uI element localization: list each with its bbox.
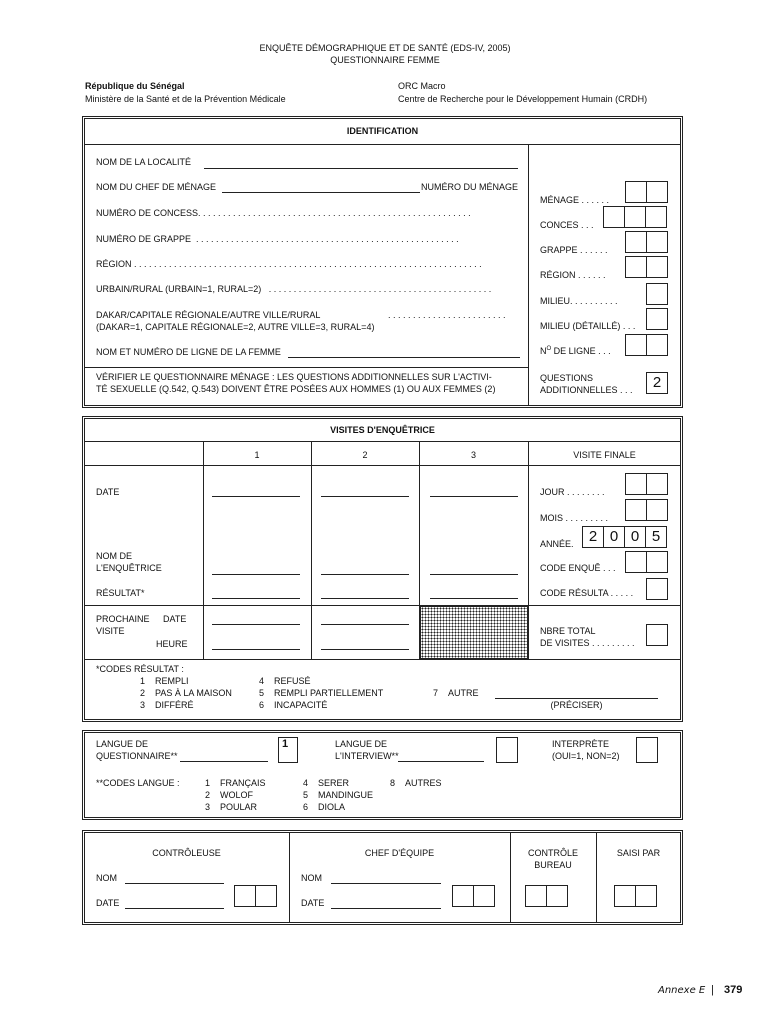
- language-code-1: 1 FRANÇAIS: [205, 778, 266, 788]
- control-section: [82, 830, 683, 925]
- questionnaire-language-label-2: QUESTIONNAIRE**: [96, 751, 178, 761]
- bureau-header-1: CONTRÔLE: [527, 848, 578, 858]
- questionnaire-language-field[interactable]: [180, 761, 268, 762]
- visit2-next-date-field[interactable]: [321, 624, 409, 625]
- interviewer-label-1: NOM DE: [96, 551, 132, 561]
- year-label: ANNÉE.: [540, 539, 574, 549]
- interview-language-label-1: LANGUE DE: [335, 739, 388, 749]
- woman-name-field[interactable]: [288, 357, 520, 358]
- locality-field[interactable]: [204, 168, 518, 169]
- visit-col-1: 1: [254, 450, 260, 460]
- result-code-5: 5 REMPLI PARTIELLEMENT: [259, 688, 384, 698]
- line-number-boxes[interactable]: [625, 334, 668, 356]
- chef-code-boxes[interactable]: [452, 885, 495, 907]
- questions-label-2: ADDITIONNELLES . . .: [540, 385, 633, 395]
- visit1-next-time-field[interactable]: [212, 649, 300, 650]
- milieu-detail-box[interactable]: [646, 308, 668, 330]
- visit1-date-field[interactable]: [212, 496, 300, 497]
- visit1-result-field[interactable]: [212, 598, 300, 599]
- result-code-7: 7 AUTRE: [433, 688, 479, 698]
- bureau-header-2: BUREAU: [534, 860, 572, 870]
- region-label: RÉGION . . . . . . . . . . . . . . . . . . . . . . . . . . . . . . . . . . . . . . . . . . . . . . . . . . . . . . . . . . . . . . . . . . . . . .: [96, 259, 482, 269]
- interview-language-box[interactable]: [496, 737, 518, 763]
- grappe-code-label: GRAPPE . . . . . .: [540, 245, 608, 255]
- controleuse-date-field[interactable]: [125, 908, 224, 909]
- visit3-date-field[interactable]: [430, 496, 518, 497]
- chef-date-field[interactable]: [331, 908, 441, 909]
- visit2-next-time-field[interactable]: [321, 649, 409, 650]
- month-boxes[interactable]: [625, 499, 668, 521]
- visit3-result-field[interactable]: [430, 598, 518, 599]
- visit2-date-field[interactable]: [321, 496, 409, 497]
- footer-separator: |: [711, 984, 714, 996]
- chef-date-label: DATE: [301, 898, 325, 908]
- visit2-result-field[interactable]: [321, 598, 409, 599]
- result-code-1: 1 REMPLI: [140, 676, 189, 686]
- result-codes-title: *CODES RÉSULTAT :: [96, 664, 184, 674]
- questionnaire-language-label-1: LANGUE DE: [96, 739, 149, 749]
- controleuse-name-field[interactable]: [125, 883, 224, 884]
- grappe-code-boxes[interactable]: [625, 231, 668, 253]
- document-title: ENQUÊTE DÉMOGRAPHIQUE ET DE SANTÉ (EDS-IV, 2005): [259, 43, 511, 53]
- controleuse-code-boxes[interactable]: [234, 885, 277, 907]
- next-date-label: DATE: [163, 614, 187, 624]
- visit-final: VISITE FINALE: [573, 450, 636, 460]
- dakar-dots: . . . . . . . . . . . . . . . . . . . . . . . .: [388, 310, 506, 320]
- bureau-code-boxes[interactable]: [525, 885, 568, 907]
- conces-code-label: CONCES . . .: [540, 220, 594, 230]
- header-left-ministry: Ministère de la Santé et de la Prévention Médicale: [85, 94, 286, 104]
- dakar-codes: (DAKAR=1, CAPITALE RÉGIONALE=2, AUTRE VILLE=3, RURAL=4): [96, 322, 375, 332]
- concession-label: NUMÉRO DE CONCESS. . . . . . . . . . . . . . . . . . . . . . . . . . . . . . . . . . . . . . . . . . . . . . . . . . . . . . .: [96, 208, 471, 218]
- locality-label: NOM DE LA LOCALITÉ: [96, 157, 192, 167]
- language-code-4: 4 SERER: [303, 778, 350, 788]
- milieu-code-label: MILIEU. . . . . . . . . .: [540, 296, 618, 306]
- questions-label-1: QUESTIONS: [540, 373, 594, 383]
- visit-col-3: 3: [470, 450, 476, 460]
- controleuse-date-label: DATE: [96, 898, 120, 908]
- header-right-center: Centre de Recherche pour le Développement Humain (CRDH): [398, 94, 648, 104]
- chef-name-field[interactable]: [331, 883, 441, 884]
- next-visit-label-2: VISITE: [96, 626, 125, 636]
- saisi-code-boxes[interactable]: [614, 885, 657, 907]
- header-left-org: République du Sénégal: [85, 81, 185, 91]
- language-code-3: 3 POULAR: [205, 802, 258, 812]
- page-number: 379: [724, 984, 743, 996]
- language-code-6: 6 DIOLA: [303, 802, 346, 812]
- chef-name-label: NOM: [301, 873, 322, 883]
- day-label: JOUR . . . . . . . .: [540, 487, 605, 497]
- result-code-box[interactable]: [646, 578, 668, 600]
- language-codes-title: **CODES LANGUE :: [96, 778, 180, 788]
- urban-rural-label: URBAIN/RURAL (URBAIN=1, RURAL=2) . . . . . . . . . . . . . . . . . . . . . . . . . . . . . . . . . . . . . . . . . . . . .: [96, 284, 492, 294]
- verify-note-1: VÉRIFIER LE QUESTIONNAIRE MÉNAGE : LES QUESTIONS ADDITIONNELLES SUR L'ACTIVI-: [96, 372, 492, 382]
- questions-box[interactable]: 2: [646, 372, 668, 394]
- milieu-code-box[interactable]: [646, 283, 668, 305]
- chef-equipe-header: CHEF D'ÉQUIPE: [364, 848, 435, 858]
- saisi-header: SAISI PAR: [616, 848, 661, 858]
- verify-note-2: TÉ SEXUELLE (Q.542, Q.543) DOIVENT ÊTRE POSÉES AUX HOMMES (1) OU AUX FEMMES (2): [96, 384, 496, 394]
- interviewer-label-2: L'ENQUÊTRICE: [96, 563, 162, 573]
- visit1-interviewer-field[interactable]: [212, 574, 300, 575]
- language-code-8: 8 AUTRES: [390, 778, 442, 788]
- total-visits-label-1: NBRE TOTAL: [540, 626, 596, 636]
- result-code-3: 3 DIFFÉRÉ: [140, 700, 194, 710]
- interviewer-code-label: CODE ENQUÊ . . .: [540, 563, 616, 573]
- household-head-field[interactable]: [222, 192, 420, 193]
- visit3-next-shaded: [420, 606, 528, 659]
- document-subtitle: QUESTIONNAIRE FEMME: [330, 55, 440, 65]
- conces-code-boxes[interactable]: [603, 206, 667, 228]
- interviewer-code-boxes[interactable]: [625, 551, 668, 573]
- language-code-5: 5 MANDINGUE: [303, 790, 374, 800]
- dakar-label: DAKAR/CAPITALE RÉGIONALE/AUTRE VILLE/RURAL: [96, 310, 321, 320]
- interpreter-label-1: INTERPRÈTE: [552, 739, 610, 749]
- interpreter-label-2: (OUI=1, NON=2): [552, 751, 620, 761]
- language-code-2: 2 WOLOF: [205, 790, 254, 800]
- annex-label: Annexe E: [658, 985, 706, 996]
- result-label: RÉSULTAT*: [96, 588, 145, 598]
- result-code-2: 2 PAS À LA MAISON: [140, 688, 232, 698]
- visit-date-label: DATE: [96, 487, 120, 497]
- household-head-label: NOM DU CHEF DE MÉNAGE: [96, 182, 217, 192]
- year-boxes[interactable]: 2 0 0 5: [582, 526, 667, 548]
- menage-code-boxes[interactable]: [625, 181, 668, 203]
- result-code-4: 4 REFUSÉ: [259, 676, 311, 686]
- controleuse-name-label: NOM: [96, 873, 117, 883]
- line-number-label: $N^O$ DE LIGNE . . .: [540, 346, 611, 356]
- total-visits-label-2: DE VISITES . . . . . . . . .: [540, 638, 635, 648]
- grappe-label: NUMÉRO DE GRAPPE . . . . . . . . . . . . . . . . . . . . . . . . . . . . . . . . . . . . . . . . . . . . . . . . . . . . .: [96, 234, 459, 244]
- region-code-boxes[interactable]: [625, 256, 668, 278]
- header-right-org: ORC Macro: [398, 81, 446, 91]
- other-specify-field[interactable]: [495, 698, 658, 699]
- controleuse-header: CONTRÔLEUSE: [152, 848, 221, 858]
- result-code-6: 6 INCAPACITÉ: [259, 700, 328, 710]
- month-label: MOIS . . . . . . . . .: [540, 513, 609, 523]
- interview-language-field[interactable]: [398, 761, 484, 762]
- questionnaire-language-box[interactable]: 1: [278, 737, 298, 763]
- next-time-label: HEURE: [156, 639, 188, 649]
- next-visit-label-1: PROCHAINE: [96, 614, 150, 624]
- interpreter-box[interactable]: [636, 737, 658, 763]
- household-number-label: NUMÉRO DU MÉNAGE: [421, 182, 519, 192]
- visit1-next-date-field[interactable]: [212, 624, 300, 625]
- specify-label: (PRÉCISER): [550, 700, 603, 710]
- region-code-label: RÉGION . . . . . .: [540, 270, 606, 280]
- total-visits-box[interactable]: [646, 624, 668, 646]
- result-code-label: CODE RÉSULTA . . . . .: [540, 588, 634, 598]
- interview-language-label-2: L'INTERVIEW**: [335, 751, 399, 761]
- visit2-interviewer-field[interactable]: [321, 574, 409, 575]
- menage-code-label: MÉNAGE . . . . . .: [540, 195, 610, 205]
- woman-name-label: NOM ET NUMÉRO DE LIGNE DE LA FEMME: [96, 347, 281, 357]
- identification-title: IDENTIFICATION: [346, 126, 419, 136]
- visits-title: VISITES D'ENQUÊTRICE: [330, 425, 435, 435]
- visit3-interviewer-field[interactable]: [430, 574, 518, 575]
- milieu-detail-label: MILIEU (DÉTAILLÉ) . . .: [540, 321, 636, 331]
- visit-col-2: 2: [362, 450, 368, 460]
- day-boxes[interactable]: [625, 473, 668, 495]
